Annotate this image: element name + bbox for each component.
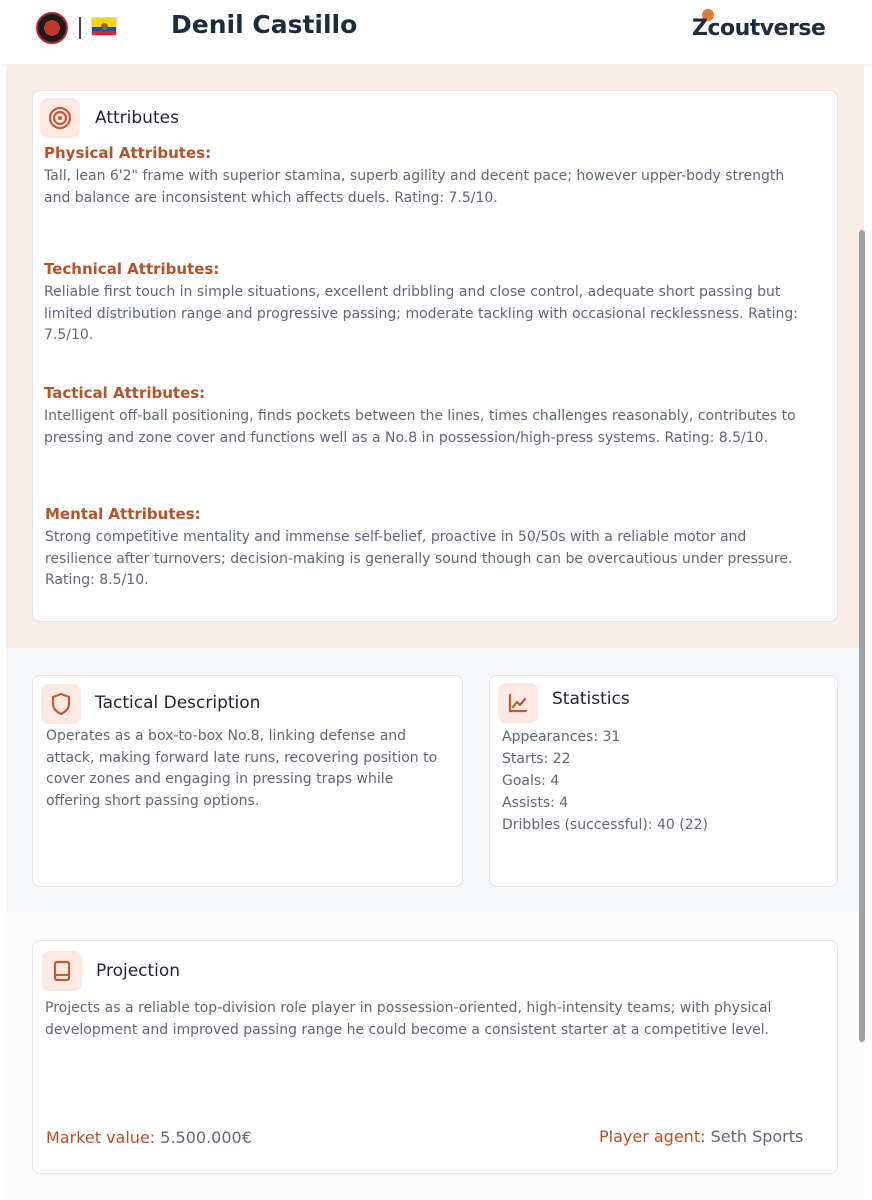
stat-starts: Starts: 22 [502, 751, 571, 767]
tactical-attributes-heading: Tactical Attributes: [44, 384, 206, 402]
statistics-title: Statistics [552, 689, 630, 709]
technical-attributes-heading: Technical Attributes: [44, 260, 220, 278]
header-divider [79, 17, 81, 39]
player-name: Denil Castillo [171, 10, 358, 39]
market-value-label: Market value: [46, 1128, 156, 1147]
club-crest-icon [36, 12, 68, 44]
tactical-attributes-text: Intelligent off-ball positioning, finds pockets between the lines, times challenges reasonably, contributes to pressing and zone cover and functions well as a No.8 in possession/high-press systems. Rating: 8.5/10. [44, 408, 796, 446]
stat-appearances: Appearances: 31 [502, 729, 621, 745]
attributes-title: Attributes [95, 108, 179, 128]
market-value [46, 1128, 252, 1147]
stat-goals: Goals: 4 [502, 773, 560, 789]
stat-dribbles: Dribbles (successful): 40 (22) [502, 817, 708, 833]
tactical-description-text: Operates as a box-to-box No.8, linking defense and attack, making forward late runs, recovering position to cover zones and engaging in pressing traps while offering short passing options. [46, 728, 438, 809]
physical-attributes-text: Tall, lean 6'2" frame with superior stamina, superb agility and decent pace; however upper-body strength and balance are inconsistent which affects duels. Rating: 7.5/10. [44, 168, 785, 206]
projection-text: Projects as a reliable top-division role player in possession-oriented, high-intensity teams; with physical development and improved passing range he could become a consistent starter at a competitive level. [45, 1000, 772, 1038]
stat-assists: Assists: 4 [502, 795, 569, 811]
ecuador-flag-icon [91, 17, 117, 36]
player-agent-label: Player agent: [599, 1127, 706, 1146]
market-value-amount: 5.500.000€ [160, 1128, 252, 1147]
target-icon [40, 98, 80, 138]
physical-attributes-heading: Physical Attributes: [44, 144, 212, 162]
player-agent-name: Seth Sports [710, 1127, 804, 1146]
book-icon [42, 951, 82, 991]
brand-logo[interactable]: Zcoutverse [692, 16, 826, 41]
line-chart-icon [498, 683, 538, 723]
technical-attributes-text: Reliable first touch in simple situations, excellent dribbling and close control, adequate short passing but limited distribution range and progressive passing; moderate tackling with occasional recklessness. Rating: 7.5/10. [44, 284, 798, 343]
vertical-scrollbar[interactable] [859, 230, 865, 1042]
mental-attributes-heading: Mental Attributes: [45, 505, 201, 523]
projection-title: Projection [96, 961, 181, 981]
shield-icon [41, 684, 81, 724]
mental-attributes-text: Strong competitive mentality and immense self-belief, proactive in 50/50s with a reliable motor and resilience after turnovers; decision-making is generally sound though can be overcautious under pressure. Rating: 8.5/10. [45, 529, 793, 588]
tactical-description-title: Tactical Description [95, 693, 261, 713]
player-agent [599, 1127, 803, 1146]
header-bar [0, 0, 872, 64]
